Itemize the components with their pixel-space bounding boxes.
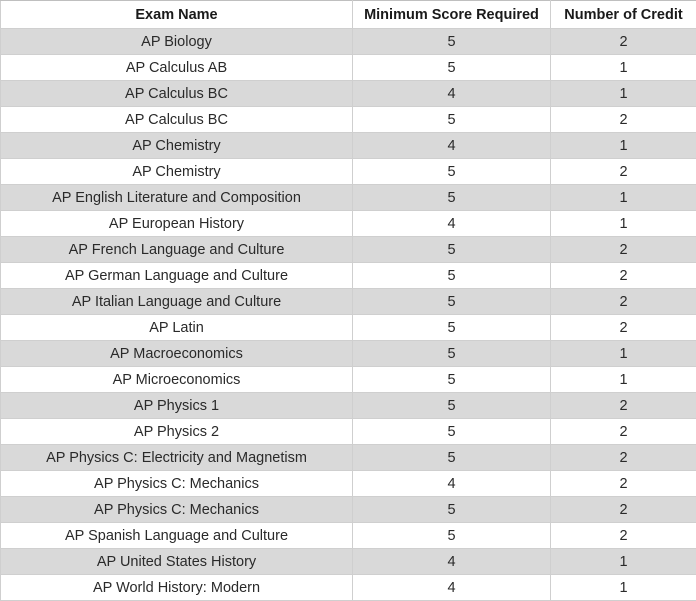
cell-exam-name: AP Physics C: Electricity and Magnetism bbox=[1, 445, 353, 471]
table-row bbox=[1, 549, 696, 575]
cell-exam-name: AP United States History bbox=[1, 549, 353, 575]
cell-minimum-score: 5 bbox=[353, 315, 551, 341]
cell-minimum-score: 5 bbox=[353, 341, 551, 367]
table-header bbox=[1, 1, 696, 29]
cell-minimum-score: 5 bbox=[353, 55, 551, 81]
table-row bbox=[1, 185, 696, 211]
table-row bbox=[1, 341, 696, 367]
cell-number-of-credit: 1 bbox=[551, 81, 696, 107]
cell-minimum-score: 4 bbox=[353, 81, 551, 107]
cell-exam-name: AP European History bbox=[1, 211, 353, 237]
table-row bbox=[1, 29, 696, 55]
cell-exam-name: AP World History: Modern bbox=[1, 575, 353, 601]
cell-number-of-credit: 1 bbox=[551, 341, 696, 367]
cell-exam-name: AP Physics C: Mechanics bbox=[1, 497, 353, 523]
table-row bbox=[1, 523, 696, 549]
cell-minimum-score: 4 bbox=[353, 471, 551, 497]
table-row bbox=[1, 289, 696, 315]
cell-number-of-credit: 1 bbox=[551, 133, 696, 159]
cell-number-of-credit: 2 bbox=[551, 107, 696, 133]
cell-exam-name: AP Calculus BC bbox=[1, 107, 353, 133]
cell-number-of-credit: 1 bbox=[551, 211, 696, 237]
cell-number-of-credit: 2 bbox=[551, 289, 696, 315]
cell-exam-name: AP Physics C: Mechanics bbox=[1, 471, 353, 497]
cell-exam-name: AP Italian Language and Culture bbox=[1, 289, 353, 315]
table-row bbox=[1, 81, 696, 107]
cell-number-of-credit: 1 bbox=[551, 549, 696, 575]
cell-exam-name: AP Physics 2 bbox=[1, 419, 353, 445]
header-minimum-score: Minimum Score Required bbox=[353, 1, 551, 29]
cell-minimum-score: 5 bbox=[353, 523, 551, 549]
cell-minimum-score: 4 bbox=[353, 549, 551, 575]
cell-minimum-score: 5 bbox=[353, 29, 551, 55]
cell-number-of-credit: 1 bbox=[551, 575, 696, 601]
cell-number-of-credit: 2 bbox=[551, 445, 696, 471]
cell-number-of-credit: 2 bbox=[551, 523, 696, 549]
cell-minimum-score: 5 bbox=[353, 107, 551, 133]
table-body bbox=[1, 29, 696, 601]
cell-exam-name: AP Calculus BC bbox=[1, 81, 353, 107]
cell-minimum-score: 5 bbox=[353, 289, 551, 315]
table-row bbox=[1, 497, 696, 523]
cell-exam-name: AP Latin bbox=[1, 315, 353, 341]
cell-minimum-score: 5 bbox=[353, 419, 551, 445]
table-row bbox=[1, 445, 696, 471]
cell-number-of-credit: 1 bbox=[551, 367, 696, 393]
cell-number-of-credit: 1 bbox=[551, 55, 696, 81]
cell-minimum-score: 4 bbox=[353, 133, 551, 159]
cell-number-of-credit: 2 bbox=[551, 393, 696, 419]
cell-minimum-score: 4 bbox=[353, 575, 551, 601]
cell-exam-name: AP Biology bbox=[1, 29, 353, 55]
cell-minimum-score: 5 bbox=[353, 237, 551, 263]
table-row bbox=[1, 211, 696, 237]
cell-number-of-credit: 2 bbox=[551, 263, 696, 289]
cell-minimum-score: 5 bbox=[353, 263, 551, 289]
cell-exam-name: AP Chemistry bbox=[1, 159, 353, 185]
cell-exam-name: AP Calculus AB bbox=[1, 55, 353, 81]
cell-number-of-credit: 2 bbox=[551, 497, 696, 523]
cell-exam-name: AP Physics 1 bbox=[1, 393, 353, 419]
cell-minimum-score: 5 bbox=[353, 393, 551, 419]
cell-exam-name: AP English Literature and Composition bbox=[1, 185, 353, 211]
cell-minimum-score: 5 bbox=[353, 445, 551, 471]
cell-minimum-score: 5 bbox=[353, 367, 551, 393]
table-row bbox=[1, 575, 696, 601]
cell-minimum-score: 4 bbox=[353, 211, 551, 237]
cell-number-of-credit: 2 bbox=[551, 315, 696, 341]
table-row bbox=[1, 315, 696, 341]
cell-number-of-credit: 2 bbox=[551, 237, 696, 263]
table-row bbox=[1, 419, 696, 445]
cell-number-of-credit: 1 bbox=[551, 185, 696, 211]
cell-exam-name: AP German Language and Culture bbox=[1, 263, 353, 289]
cell-minimum-score: 5 bbox=[353, 497, 551, 523]
cell-exam-name: AP Chemistry bbox=[1, 133, 353, 159]
cell-exam-name: AP Spanish Language and Culture bbox=[1, 523, 353, 549]
header-number-of-credit: Number of Credit bbox=[551, 1, 696, 29]
table-row bbox=[1, 107, 696, 133]
cell-number-of-credit: 2 bbox=[551, 29, 696, 55]
table-row bbox=[1, 393, 696, 419]
header-row bbox=[1, 1, 696, 29]
table-row bbox=[1, 159, 696, 185]
cell-exam-name: AP French Language and Culture bbox=[1, 237, 353, 263]
cell-minimum-score: 5 bbox=[353, 185, 551, 211]
table-row bbox=[1, 471, 696, 497]
cell-number-of-credit: 2 bbox=[551, 159, 696, 185]
cell-minimum-score: 5 bbox=[353, 159, 551, 185]
table-row bbox=[1, 55, 696, 81]
cell-number-of-credit: 2 bbox=[551, 471, 696, 497]
table-row bbox=[1, 263, 696, 289]
cell-exam-name: AP Microeconomics bbox=[1, 367, 353, 393]
header-exam-name: Exam Name bbox=[1, 1, 353, 29]
table-row bbox=[1, 237, 696, 263]
cell-exam-name: AP Macroeconomics bbox=[1, 341, 353, 367]
cell-number-of-credit: 2 bbox=[551, 419, 696, 445]
table-row bbox=[1, 133, 696, 159]
table-row bbox=[1, 367, 696, 393]
